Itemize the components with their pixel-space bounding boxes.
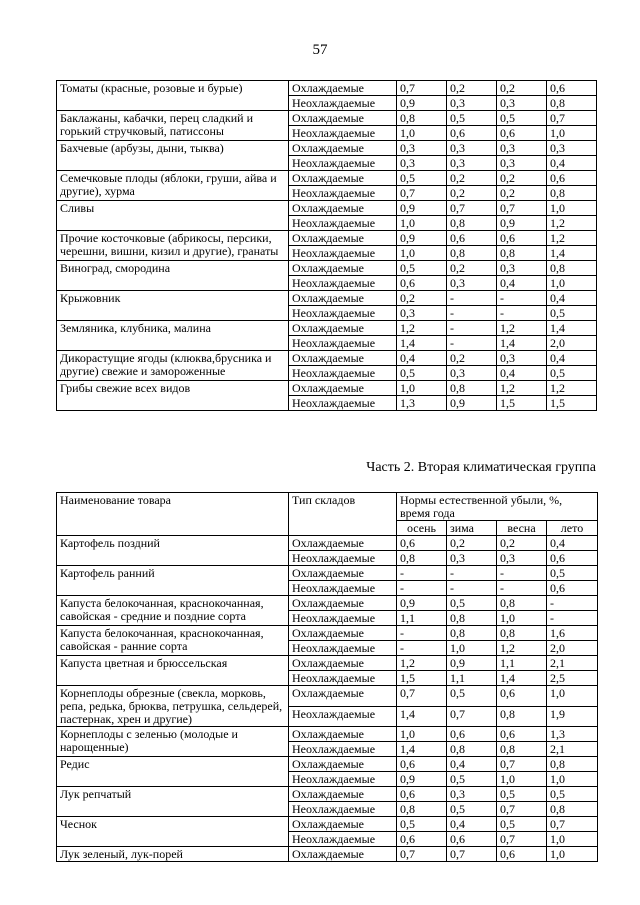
product-name: Прочие косточковые (абрикосы, персики, черешни, вишни, кизил и другие), гранаты [57, 231, 289, 261]
table-row [57, 626, 598, 641]
norm-value: 0,6 [397, 757, 447, 772]
norm-value: 1,0 [547, 832, 598, 847]
norm-value: 0,7 [497, 832, 547, 847]
norm-value: 1,0 [547, 686, 598, 707]
norm-value: - [447, 306, 497, 321]
norm-value: 0,6 [497, 847, 547, 862]
norm-value: 0,7 [497, 201, 547, 216]
norm-value: 0,7 [397, 186, 447, 201]
norm-value: 0,9 [397, 201, 447, 216]
norm-value: 0,3 [547, 141, 597, 156]
storage-type: Неохлаждаемые [289, 832, 397, 847]
product-name: Дикорастущие ягоды (клюква,брусника и другие) свежие и замороженные [57, 351, 289, 381]
table-row [57, 231, 597, 246]
storage-type: Неохлаждаемые [289, 186, 397, 201]
norm-value: 0,2 [397, 291, 447, 306]
storage-type: Охлаждаемые [289, 686, 397, 707]
storage-type: Неохлаждаемые [289, 216, 397, 231]
storage-type: Охлаждаемые [289, 536, 397, 551]
norm-value: 0,5 [397, 366, 447, 381]
norm-value: 0,4 [547, 156, 597, 171]
norm-value: 0,5 [447, 772, 497, 787]
norm-value: 2,1 [547, 742, 598, 757]
norm-value: 1,6 [547, 626, 598, 641]
product-name: Корнеплоды с зеленью (молодые и нарощенные) [57, 727, 289, 757]
table-row [57, 727, 598, 742]
storage-type: Неохлаждаемые [289, 671, 397, 686]
table-row [57, 111, 597, 126]
norm-value: 1,2 [397, 321, 447, 336]
norm-value: - [447, 291, 497, 306]
norm-value: 1,9 [547, 706, 598, 727]
norm-value: 0,3 [447, 141, 497, 156]
table-row [57, 291, 597, 306]
table-row [57, 536, 598, 551]
storage-type: Неохлаждаемые [289, 551, 397, 566]
table-header-row [57, 493, 598, 521]
table-row [57, 757, 598, 772]
norm-value: 2,5 [547, 671, 598, 686]
storage-type: Охлаждаемые [289, 321, 397, 336]
storage-type: Неохлаждаемые [289, 246, 397, 261]
norm-value: 2,0 [547, 641, 598, 656]
storage-type: Охлаждаемые [289, 566, 397, 581]
norm-value: 0,6 [397, 832, 447, 847]
norm-value: 0,4 [397, 351, 447, 366]
table-row [57, 381, 597, 396]
norm-value: 0,8 [497, 246, 547, 261]
norm-value: 0,4 [497, 276, 547, 291]
table-row [57, 261, 597, 276]
season-summer: лето [547, 521, 598, 536]
norm-value: - [497, 566, 547, 581]
norm-value: 0,9 [397, 596, 447, 611]
norm-value: 0,6 [547, 581, 598, 596]
norm-value: 0,8 [497, 596, 547, 611]
part-title: Часть 2. Вторая климатическая группа [366, 460, 596, 475]
norm-value: 0,7 [497, 757, 547, 772]
product-name: Картофель ранний [57, 566, 289, 596]
table-row [57, 817, 598, 832]
norm-value: - [447, 321, 497, 336]
norm-value: - [497, 291, 547, 306]
shrinkage-table-part2 [56, 492, 598, 862]
norm-value: 1,2 [547, 231, 597, 246]
table-row [57, 566, 598, 581]
table-row [57, 321, 597, 336]
norm-value: 0,8 [397, 111, 447, 126]
norm-value: 0,3 [447, 551, 497, 566]
storage-type: Неохлаждаемые [289, 772, 397, 787]
norm-value: 0,2 [447, 171, 497, 186]
norm-value: 1,4 [397, 706, 447, 727]
norm-value: 1,0 [397, 727, 447, 742]
norm-value: 1,2 [397, 656, 447, 671]
storage-type: Охлаждаемые [289, 757, 397, 772]
norm-value: 0,3 [497, 351, 547, 366]
norm-value: 0,3 [447, 156, 497, 171]
norm-value: 2,1 [547, 656, 598, 671]
norm-value: 0,5 [497, 111, 547, 126]
norm-value: 1,5 [547, 396, 597, 411]
storage-type: Охлаждаемые [289, 626, 397, 641]
norm-value: 0,6 [397, 536, 447, 551]
season-autumn: осень [397, 521, 447, 536]
norm-value: 1,3 [547, 727, 598, 742]
product-name: Редис [57, 757, 289, 787]
norm-value: 0,9 [397, 96, 447, 111]
norm-value: 0,9 [447, 396, 497, 411]
storage-type: Неохлаждаемые [289, 742, 397, 757]
norm-value: 0,5 [397, 817, 447, 832]
norm-value: 0,8 [397, 802, 447, 817]
norm-value: 0,7 [397, 686, 447, 707]
norm-value: 0,6 [497, 231, 547, 246]
norm-value: 0,3 [397, 141, 447, 156]
norm-value: 1,0 [547, 772, 598, 787]
norm-value: 0,8 [497, 706, 547, 727]
norm-value: 1,0 [547, 276, 597, 291]
norm-value: 0,2 [447, 81, 497, 96]
product-name: Грибы свежие всех видов [57, 381, 289, 411]
norm-value: 0,3 [497, 551, 547, 566]
norm-value: 1,0 [447, 641, 497, 656]
norm-value: 0,5 [547, 566, 598, 581]
norm-value: - [447, 336, 497, 351]
norm-value: 0,8 [447, 381, 497, 396]
storage-type: Охлаждаемые [289, 291, 397, 306]
norm-value: 0,6 [447, 832, 497, 847]
norm-value: 0,2 [497, 536, 547, 551]
product-name: Бахчевые (арбузы, дыни, тыква) [57, 141, 289, 171]
norm-value: 0,6 [397, 787, 447, 802]
norm-value: 0,5 [447, 802, 497, 817]
norm-value: 1,1 [497, 656, 547, 671]
storage-type: Неохлаждаемые [289, 306, 397, 321]
norm-value: 0,8 [547, 757, 598, 772]
norm-value: 0,8 [447, 216, 497, 231]
norm-value: 0,2 [497, 171, 547, 186]
norm-value: 0,8 [497, 626, 547, 641]
storage-type: Охлаждаемые [289, 817, 397, 832]
storage-type: Неохлаждаемые [289, 641, 397, 656]
norm-value: 0,7 [397, 847, 447, 862]
norm-value: 1,0 [547, 847, 598, 862]
norm-value: 0,6 [497, 126, 547, 141]
norm-value: - [497, 581, 547, 596]
norm-value: 1,2 [547, 216, 597, 231]
storage-type: Охлаждаемые [289, 727, 397, 742]
norm-value: 1,2 [497, 641, 547, 656]
norm-value: 1,4 [497, 671, 547, 686]
header-name: Наименование товара [57, 493, 289, 536]
norm-value: 1,1 [397, 611, 447, 626]
norm-value: 0,6 [547, 171, 597, 186]
norm-value: 0,4 [547, 291, 597, 306]
norm-value: 0,2 [447, 186, 497, 201]
table-row [57, 596, 598, 611]
norm-value: 0,7 [447, 706, 497, 727]
storage-type: Охлаждаемые [289, 351, 397, 366]
norm-value: 0,5 [497, 817, 547, 832]
product-name: Томаты (красные, розовые и бурые) [57, 81, 289, 111]
norm-value: 0,6 [547, 81, 597, 96]
norm-value: 0,7 [497, 802, 547, 817]
norm-value: 1,0 [397, 381, 447, 396]
storage-type: Неохлаждаемые [289, 336, 397, 351]
storage-type: Неохлаждаемые [289, 126, 397, 141]
storage-type: Неохлаждаемые [289, 611, 397, 626]
norm-value: 0,8 [447, 626, 497, 641]
norm-value: 1,4 [397, 336, 447, 351]
product-name: Корнеплоды обрезные (свекла, морковь, репа, редька, брюква, петрушка, сельдерей, пастернак, хрен и другие) [57, 686, 289, 727]
table-row [57, 847, 598, 862]
norm-value: 0,8 [547, 186, 597, 201]
norm-value: 0,2 [447, 351, 497, 366]
norm-value: - [397, 641, 447, 656]
norm-value: 0,8 [397, 551, 447, 566]
product-name: Чеснок [57, 817, 289, 847]
norm-value: 0,3 [497, 156, 547, 171]
storage-type: Охлаждаемые [289, 847, 397, 862]
storage-type: Неохлаждаемые [289, 276, 397, 291]
norm-value: 0,8 [447, 246, 497, 261]
product-name: Баклажаны, кабачки, перец сладкий и горький стручковый, патиссоны [57, 111, 289, 141]
norm-value: 0,4 [547, 536, 598, 551]
norm-value: 0,8 [547, 802, 598, 817]
norm-value: 0,3 [397, 156, 447, 171]
norm-value: 0,7 [447, 201, 497, 216]
header-type: Тип складов [289, 493, 397, 536]
product-name: Капуста белокочанная, краснокочанная, савойская - ранние сорта [57, 626, 289, 656]
norm-value: 1,5 [497, 396, 547, 411]
table-row [57, 656, 598, 671]
norm-value: 2,0 [547, 336, 597, 351]
storage-type: Неохлаждаемые [289, 366, 397, 381]
norm-value: 0,2 [447, 536, 497, 551]
product-name: Картофель поздний [57, 536, 289, 566]
norm-value: 1,5 [397, 671, 447, 686]
norm-value: 0,6 [447, 231, 497, 246]
norm-value: 1,1 [447, 671, 497, 686]
norm-value: 1,0 [547, 126, 597, 141]
storage-type: Неохлаждаемые [289, 156, 397, 171]
table-row [57, 787, 598, 802]
norm-value: 0,5 [547, 306, 597, 321]
storage-type: Охлаждаемые [289, 656, 397, 671]
norm-value: 1,4 [547, 246, 597, 261]
norm-value: 0,3 [447, 787, 497, 802]
norm-value: 0,8 [447, 742, 497, 757]
norm-value: 1,0 [397, 246, 447, 261]
norm-value: 0,5 [547, 366, 597, 381]
norm-value: - [447, 566, 497, 581]
product-name: Виноград, смородина [57, 261, 289, 291]
norm-value: 0,4 [547, 351, 597, 366]
storage-type: Охлаждаемые [289, 171, 397, 186]
storage-type: Охлаждаемые [289, 201, 397, 216]
storage-type: Охлаждаемые [289, 787, 397, 802]
norm-value: 0,4 [447, 757, 497, 772]
product-name: Капуста цветная и брюссельская [57, 656, 289, 686]
norm-value: 1,0 [497, 772, 547, 787]
norm-value: 0,3 [497, 96, 547, 111]
norm-value: 1,4 [397, 742, 447, 757]
storage-type: Охлаждаемые [289, 231, 397, 246]
product-name: Земляника, клубника, малина [57, 321, 289, 351]
norm-value: 0,2 [447, 261, 497, 276]
norm-value: 0,3 [447, 96, 497, 111]
norm-value: - [397, 626, 447, 641]
product-name: Семечковые плоды (яблоки, груши, айва и другие), хурма [57, 171, 289, 201]
norm-value: 1,4 [497, 336, 547, 351]
norm-value: 1,0 [397, 216, 447, 231]
norm-value: - [447, 581, 497, 596]
norm-value: 0,7 [547, 111, 597, 126]
norm-value: 1,2 [497, 321, 547, 336]
norm-value: 0,2 [497, 81, 547, 96]
storage-type: Неохлаждаемые [289, 581, 397, 596]
norm-value: 1,2 [547, 381, 597, 396]
norm-value: 0,7 [447, 847, 497, 862]
norm-value: 0,9 [397, 231, 447, 246]
norm-value: 0,7 [397, 81, 447, 96]
norm-value: 0,5 [447, 111, 497, 126]
product-name: Крыжовник [57, 291, 289, 321]
norm-value: 0,3 [447, 366, 497, 381]
storage-type: Неохлаждаемые [289, 396, 397, 411]
storage-type: Охлаждаемые [289, 141, 397, 156]
storage-type: Неохлаждаемые [289, 802, 397, 817]
norm-value: 0,3 [497, 261, 547, 276]
norm-value: - [397, 581, 447, 596]
norm-value: 0,8 [447, 611, 497, 626]
storage-type: Охлаждаемые [289, 261, 397, 276]
norm-value: 0,6 [497, 727, 547, 742]
norm-value: 1,0 [497, 611, 547, 626]
norm-value: 1,0 [397, 126, 447, 141]
table-row [57, 686, 598, 707]
norm-value: 0,9 [397, 772, 447, 787]
table-row [57, 201, 597, 216]
norm-value: 0,6 [447, 126, 497, 141]
norm-value: 1,3 [397, 396, 447, 411]
norm-value: - [397, 566, 447, 581]
norm-value: 0,5 [547, 787, 598, 802]
table-row [57, 171, 597, 186]
norm-value: 0,8 [497, 742, 547, 757]
norm-value: 0,8 [547, 261, 597, 276]
norm-value: 1,2 [497, 381, 547, 396]
table-row [57, 81, 597, 96]
norm-value: 0,6 [397, 276, 447, 291]
norm-value: - [547, 596, 598, 611]
season-winter: зима [447, 521, 497, 536]
storage-type: Охлаждаемые [289, 111, 397, 126]
product-name: Сливы [57, 201, 289, 231]
norm-value: 0,5 [497, 787, 547, 802]
norm-value: 0,5 [397, 171, 447, 186]
product-name: Лук репчатый [57, 787, 289, 817]
norm-value: 0,5 [447, 686, 497, 707]
season-spring: весна [497, 521, 547, 536]
norm-value: 0,6 [497, 686, 547, 707]
norm-value: 0,5 [447, 596, 497, 611]
norm-value: 0,3 [497, 141, 547, 156]
table-row [57, 351, 597, 366]
storage-type: Охлаждаемые [289, 81, 397, 96]
norm-value: 0,4 [497, 366, 547, 381]
table-row [57, 141, 597, 156]
norm-value: 0,5 [397, 261, 447, 276]
storage-type: Неохлаждаемые [289, 96, 397, 111]
header-norms: Нормы естественной убыли, %, время года [397, 493, 598, 521]
norm-value: 0,7 [547, 817, 598, 832]
norm-value: 0,9 [497, 216, 547, 231]
norm-value: 1,4 [547, 321, 597, 336]
norm-value: 0,6 [547, 551, 598, 566]
norm-value: 0,3 [397, 306, 447, 321]
shrinkage-table-part1 [56, 80, 597, 411]
norm-value: 0,9 [447, 656, 497, 671]
storage-type: Неохлаждаемые [289, 706, 397, 727]
norm-value: 0,4 [447, 817, 497, 832]
product-name: Капуста белокочанная, краснокочанная, савойская - средние и поздние сорта [57, 596, 289, 626]
norm-value: 0,2 [497, 186, 547, 201]
storage-type: Охлаждаемые [289, 381, 397, 396]
product-name: Лук зеленый, лук-порей [57, 847, 289, 862]
norm-value: 0,8 [547, 96, 597, 111]
page-number: 57 [312, 42, 328, 58]
norm-value: - [497, 306, 547, 321]
norm-value: 1,0 [547, 201, 597, 216]
norm-value: 0,6 [447, 727, 497, 742]
storage-type: Охлаждаемые [289, 596, 397, 611]
norm-value: - [547, 611, 598, 626]
norm-value: 0,3 [447, 276, 497, 291]
